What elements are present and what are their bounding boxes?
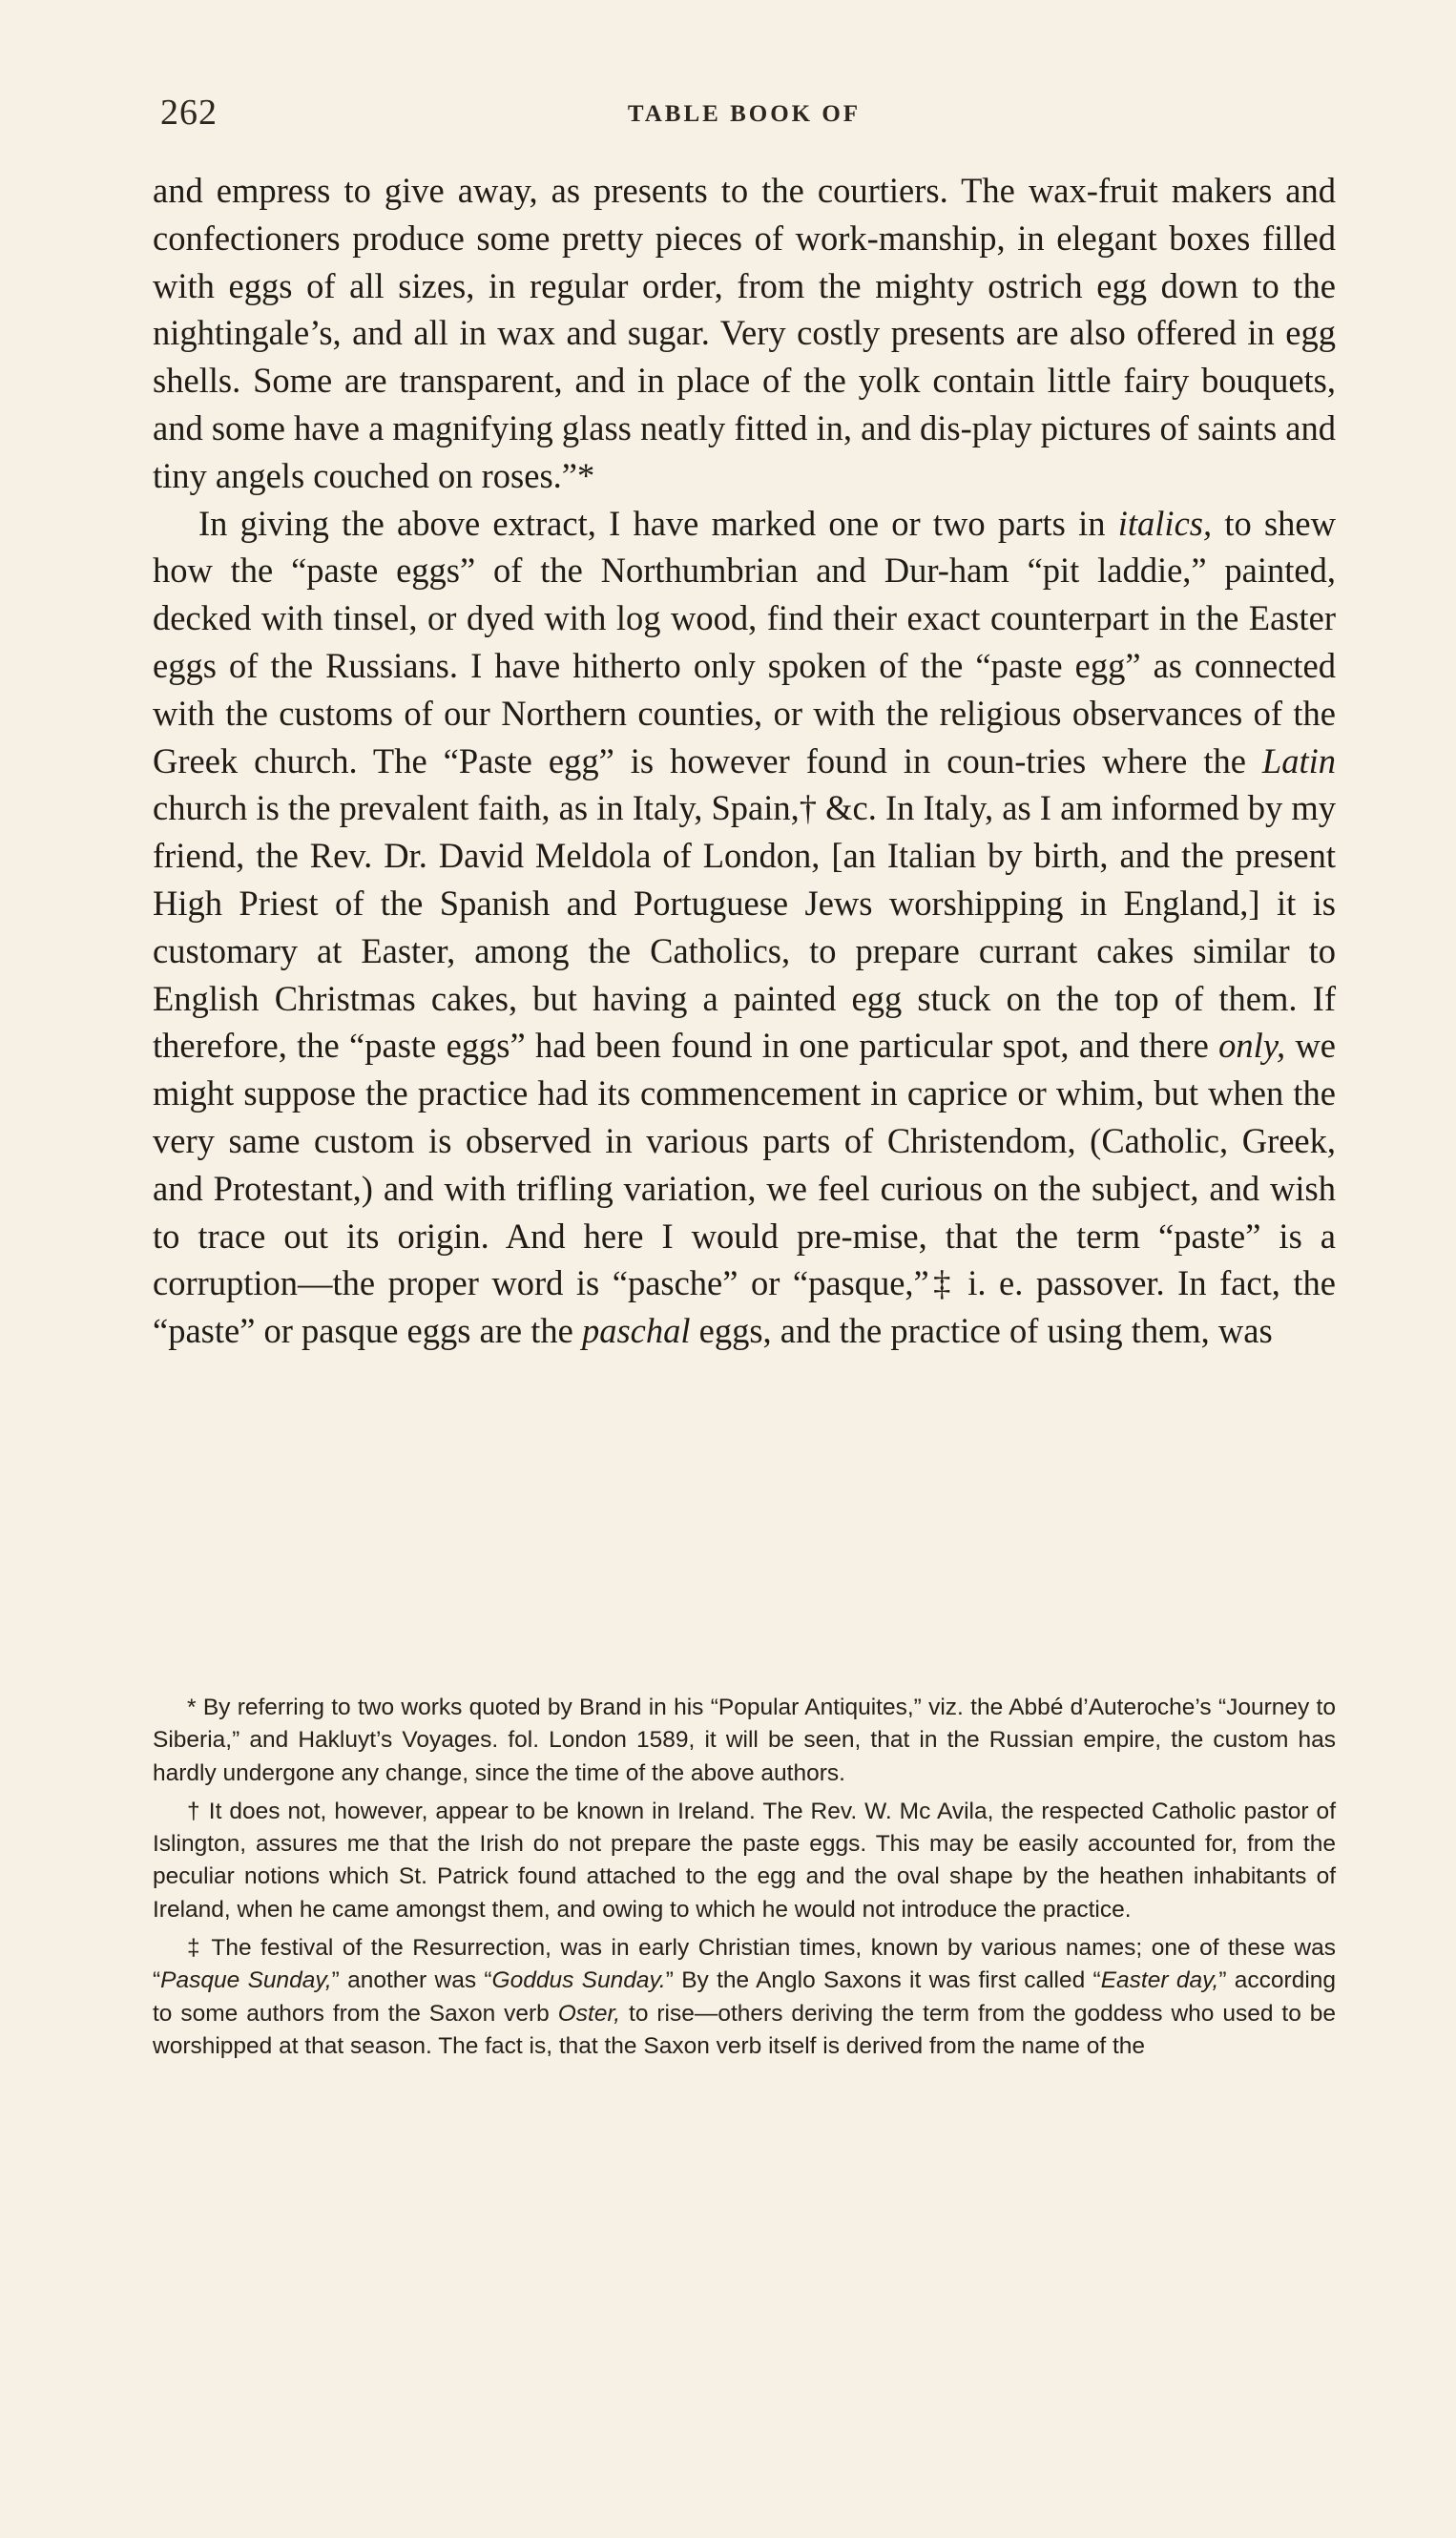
footnote-asterisk (153, 1692, 1336, 1790)
footnote-text: * By referring to two works quoted by Brand in his “Popular Antiquites,” viz. the Abbé d’Auteroche’s “Journey to Siberia,” and Hakluyt’s Voyages. fol. London 1589, it will be seen, that in the Russian empire, the custom has hardly undergone any change, since the time of the above authors. (153, 1695, 1336, 1786)
italic-text: italics, (1117, 503, 1213, 543)
footnote-text: ” another was “ (331, 1967, 492, 1994)
italic-text: Easter day, (1100, 1967, 1219, 1994)
footnote-text: ” By the Anglo Saxons it was first called “ (665, 1967, 1101, 1994)
footnote-text: † It does not, however, appear to be known in Ireland. The Rev. W. Mc Avila, the respected Catholic pastor of Islington, assures me that the Irish do not prepare the paste eggs. This may be easily accounted for, from the peculiar notions which St. Patrick found attached to the egg and the oval shape by the heathen inhabitants of Ireland, when he came amongst them, and owing to which he would not introduce the practice. (153, 1798, 1336, 1923)
footnote-double-dagger (153, 1932, 1336, 2063)
footnote-text: ‡ The festival of the Resurrection, was in early Christian times, known by various names; one of these was “ (153, 1935, 1336, 1994)
italic-text: Oster, (557, 2000, 621, 2027)
italic-text: only, (1218, 1026, 1286, 1066)
paragraph-text: church is the prevalent faith, as in Italy, Spain,† &c. In Italy, as I am informed by my friend, the Rev. Dr. David Meldola of London, [an Italian by birth, and the present High Priest of the Spanish and Portuguese Jews worshipping in England,] it is customary at Easter, among the Catholics, to prepare currant cakes similar to English Christmas cakes, but having a painted egg stuck on the top of them. If therefore, the “paste eggs” had been found in one particular spot, and there (153, 788, 1336, 1066)
italic-text: Pasque Sunday, (160, 1967, 332, 1994)
body-text (153, 167, 1336, 1355)
running-head (153, 92, 1336, 134)
paragraph (153, 500, 1336, 1355)
paragraph-continued (153, 167, 1336, 500)
footnote-dagger (153, 1796, 1336, 1926)
paragraph-text: and empress to give away, as presents to the courtiers. The wax-fruit makers and confectioners produce some pretty pieces of work-manship, in elegant boxes filled with eggs of all sizes, in regular order, from the mighty ostrich egg down to the nightingale’s, and all in wax and sugar. Very costly presents are also offered in egg shells. Some are transparent, and in place of the yolk contain little fairy bouquets, and some have a magnifying glass neatly fitted in, and dis-play pictures of saints and tiny angels couched on roses.”* (153, 171, 1336, 495)
paragraph-text: eggs, and the practice of using them, was (690, 1311, 1273, 1351)
paragraph-text: In giving the above extract, I have marked one or two parts in (198, 503, 1118, 543)
italic-text: Goddus Sunday. (491, 1967, 666, 1994)
footnotes (153, 1692, 1336, 2069)
italic-text: Latin (1261, 740, 1336, 780)
paragraph-text: to shew how the “paste eggs” of the Northumbrian and Dur-ham “pit laddie,” painted, decked with tinsel, or dyed with log wood, find their exact counterpart in the Easter eggs of the Russians. I have hitherto only spoken of the “paste egg” as connected with the customs of our Northern counties, or with the religious observances of the Greek church. The “Paste egg” is however found in coun-tries where the (153, 503, 1336, 780)
running-title: TABLE BOOK OF (627, 101, 862, 127)
italic-text: paschal (581, 1311, 691, 1351)
paragraph-text: we might suppose the practice had its commencement in caprice or whim, but when the very same custom is observed in various parts of Christendom, (Catholic, Greek, and Protestant,) and with trifling variation, we feel curious on the subject, and wish to trace out its origin. And here I would pre-mise, that the term “paste” is a corruption—the proper word is “pasche” or “pasque,”‡ i. e. passover. In fact, the “paste” or pasque eggs are the (153, 1026, 1337, 1351)
footnote-text: to rise—others deriving the term from the goddess who used to be worshipped at that season. The fact is, that the Saxon verb itself is derived from the name of the (153, 2000, 1336, 2059)
page-number: 262 (160, 93, 218, 133)
footnote-text: ” according to some authors from the Saxon verb (153, 1967, 1337, 2027)
